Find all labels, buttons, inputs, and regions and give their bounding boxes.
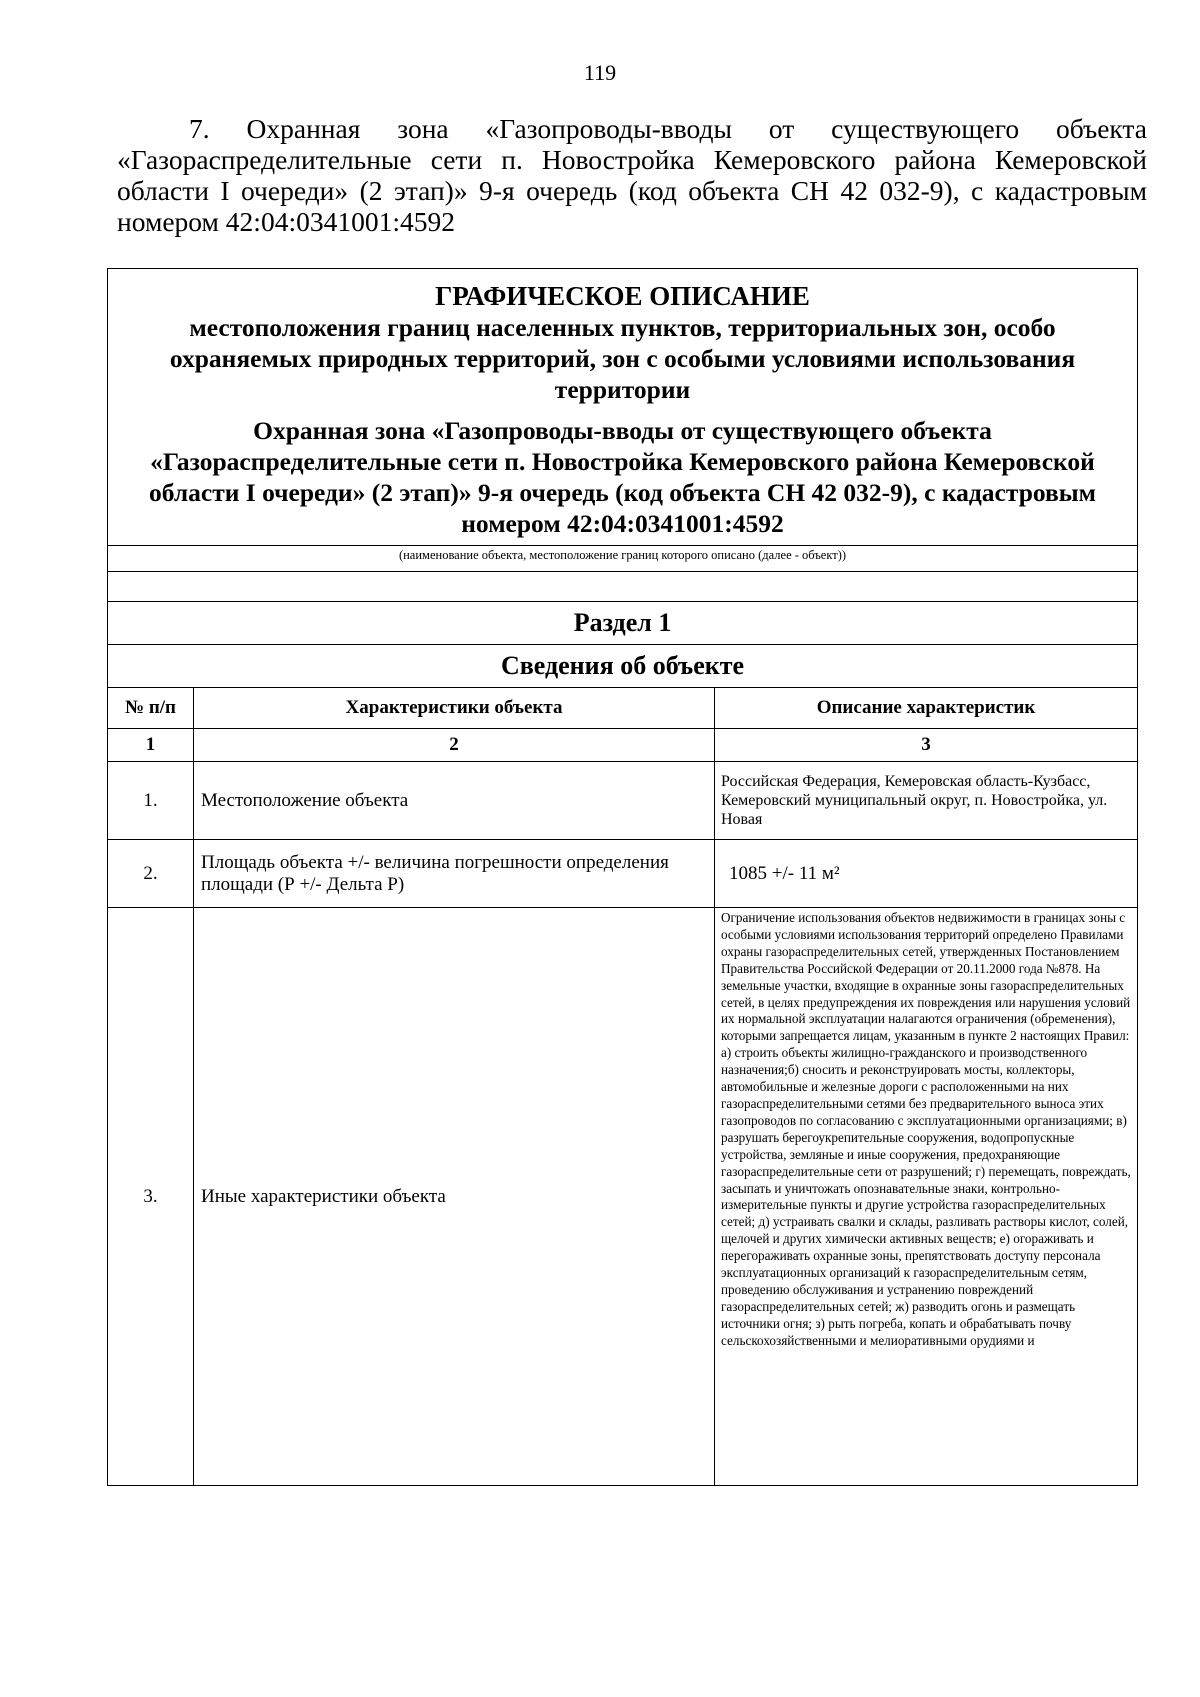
- object-name: Охранная зона «Газопроводы-вводы от существующего объекта «Газораспределительные сети п. Новостройка Кемеровского района Кемеровской области I очереди» (2 этап)» 9-я очередь (код объекта СН 42 032-9), с кадастровым номером 42:04:0341001:4592: [148, 416, 1097, 538]
- column-header-description: Описание характеристик: [715, 688, 1138, 729]
- row-description: Российская Федерация, Кемеровская область-Кузбасс, Кемеровский муниципальный округ, п. Новостройка, ул. Новая: [715, 762, 1138, 840]
- spacer-cell: [108, 572, 1138, 602]
- caption-row: [108, 546, 1138, 572]
- row-number: 1.: [108, 762, 194, 840]
- table-row: [108, 762, 1138, 840]
- section-title: Раздел 1: [108, 602, 1138, 645]
- row-description: Ограничение использования объектов недвижимости в границах зоны с особыми условиями использования территорий определено Правилами охраны газораспределительных сетей, утвержденных Постановлением Правительства Российской Федерации от 20.11.2000 года №878. На земельные участки, входящие в охранные зоны газораспределительных сетей, в целях предупреждения их повреждения или нарушения условий их нормальной эксплуатации налагаются ограничения (обременения), которыми запрещается лицам, указанным в пункте 2 настоящих Правил: а) строить объекты жилищно-гражданского и производственного назначения;б) сносить и реконструировать мосты, коллекторы, автомобильные и железные дороги с расположенными на них газораспределительными сетями без предварительного выноса этих газопроводов по согласованию с эксплуатационными организациями; в) разрушать берегоукрепительные сооружения, водопропускные устройства, земляные и иные сооружения, предохраняющие газораспределительные сети от разрушений; г) перемещать, повреждать, засыпать и уничтожать опознавательные знаки, контрольно-измерительные пункты и другие устройства газораспределительных сетей; д) устраивать свалки и склады, разливать растворы кислот, солей, щелочей и других химически активных веществ; е) огораживать и перегораживать охранные зоны, препятствовать доступу персонала эксплуатационных организаций к газораспределительным сетям, проведению обслуживания и устранению повреждений газораспределительных сетей; ж) разводить огонь и размещать источники огня; з) рыть погреба, копать и обрабатывать почву сельскохозяйственными и мелиоративными орудиями и: [721, 910, 1131, 1348]
- intro-number: 7.: [189, 113, 210, 144]
- section-subtitle: Сведения об объекте: [108, 645, 1138, 688]
- document-title: ГРАФИЧЕСКОЕ ОПИСАНИЕ: [435, 281, 810, 311]
- row-number: 2.: [108, 840, 194, 908]
- row-characteristic: Местоположение объекта: [194, 762, 715, 840]
- page-number: 119: [583, 60, 617, 85]
- section-subtitle-row: [108, 645, 1138, 688]
- section-title-row: [108, 602, 1138, 645]
- intro-paragraph: [117, 113, 1147, 237]
- column-number-row: [108, 729, 1138, 762]
- column-header-num: № п/п: [108, 688, 194, 729]
- table-row: [108, 908, 1138, 1486]
- document-subtitle: местоположения границ населенных пунктов, территориальных зон, особо охраняемых природных территорий, зон с особыми условиями использования территории: [169, 313, 1076, 404]
- column-number-3: 3: [715, 729, 1138, 762]
- column-header-characteristic: Характеристики объекта: [194, 688, 715, 729]
- row-characteristic: Площадь объекта +/- величина погрешности определения площади (Р +/- Дельта Р): [194, 840, 715, 908]
- spacer-row: [108, 572, 1138, 602]
- row-number: 3.: [108, 908, 194, 1486]
- header-row: [108, 269, 1138, 546]
- column-number-1: 1: [108, 729, 194, 762]
- table-row: [108, 840, 1138, 908]
- row-description-cell: [715, 908, 1138, 1486]
- object-caption: (наименование объекта, местоположение границ которого описано (далее - объект)): [108, 546, 1138, 572]
- intro-text: Охранная зона «Газопроводы-вводы от существующего объекта «Газораспределительные сети п. Новостройка Кемеровского района Кемеровской области I очереди» (2 этап)» 9-я очередь (код объекта СН 42 032-9), с кадастровым номером 42:04:0341001:4592: [117, 113, 1147, 237]
- graphic-description-table: [107, 268, 1138, 1486]
- column-number-2: 2: [194, 729, 715, 762]
- header-cell: [108, 269, 1138, 546]
- row-characteristic: Иные характеристики объекта: [194, 908, 715, 1486]
- column-header-row: [108, 688, 1138, 729]
- row-description: 1085 +/- 11 м²: [715, 840, 1138, 908]
